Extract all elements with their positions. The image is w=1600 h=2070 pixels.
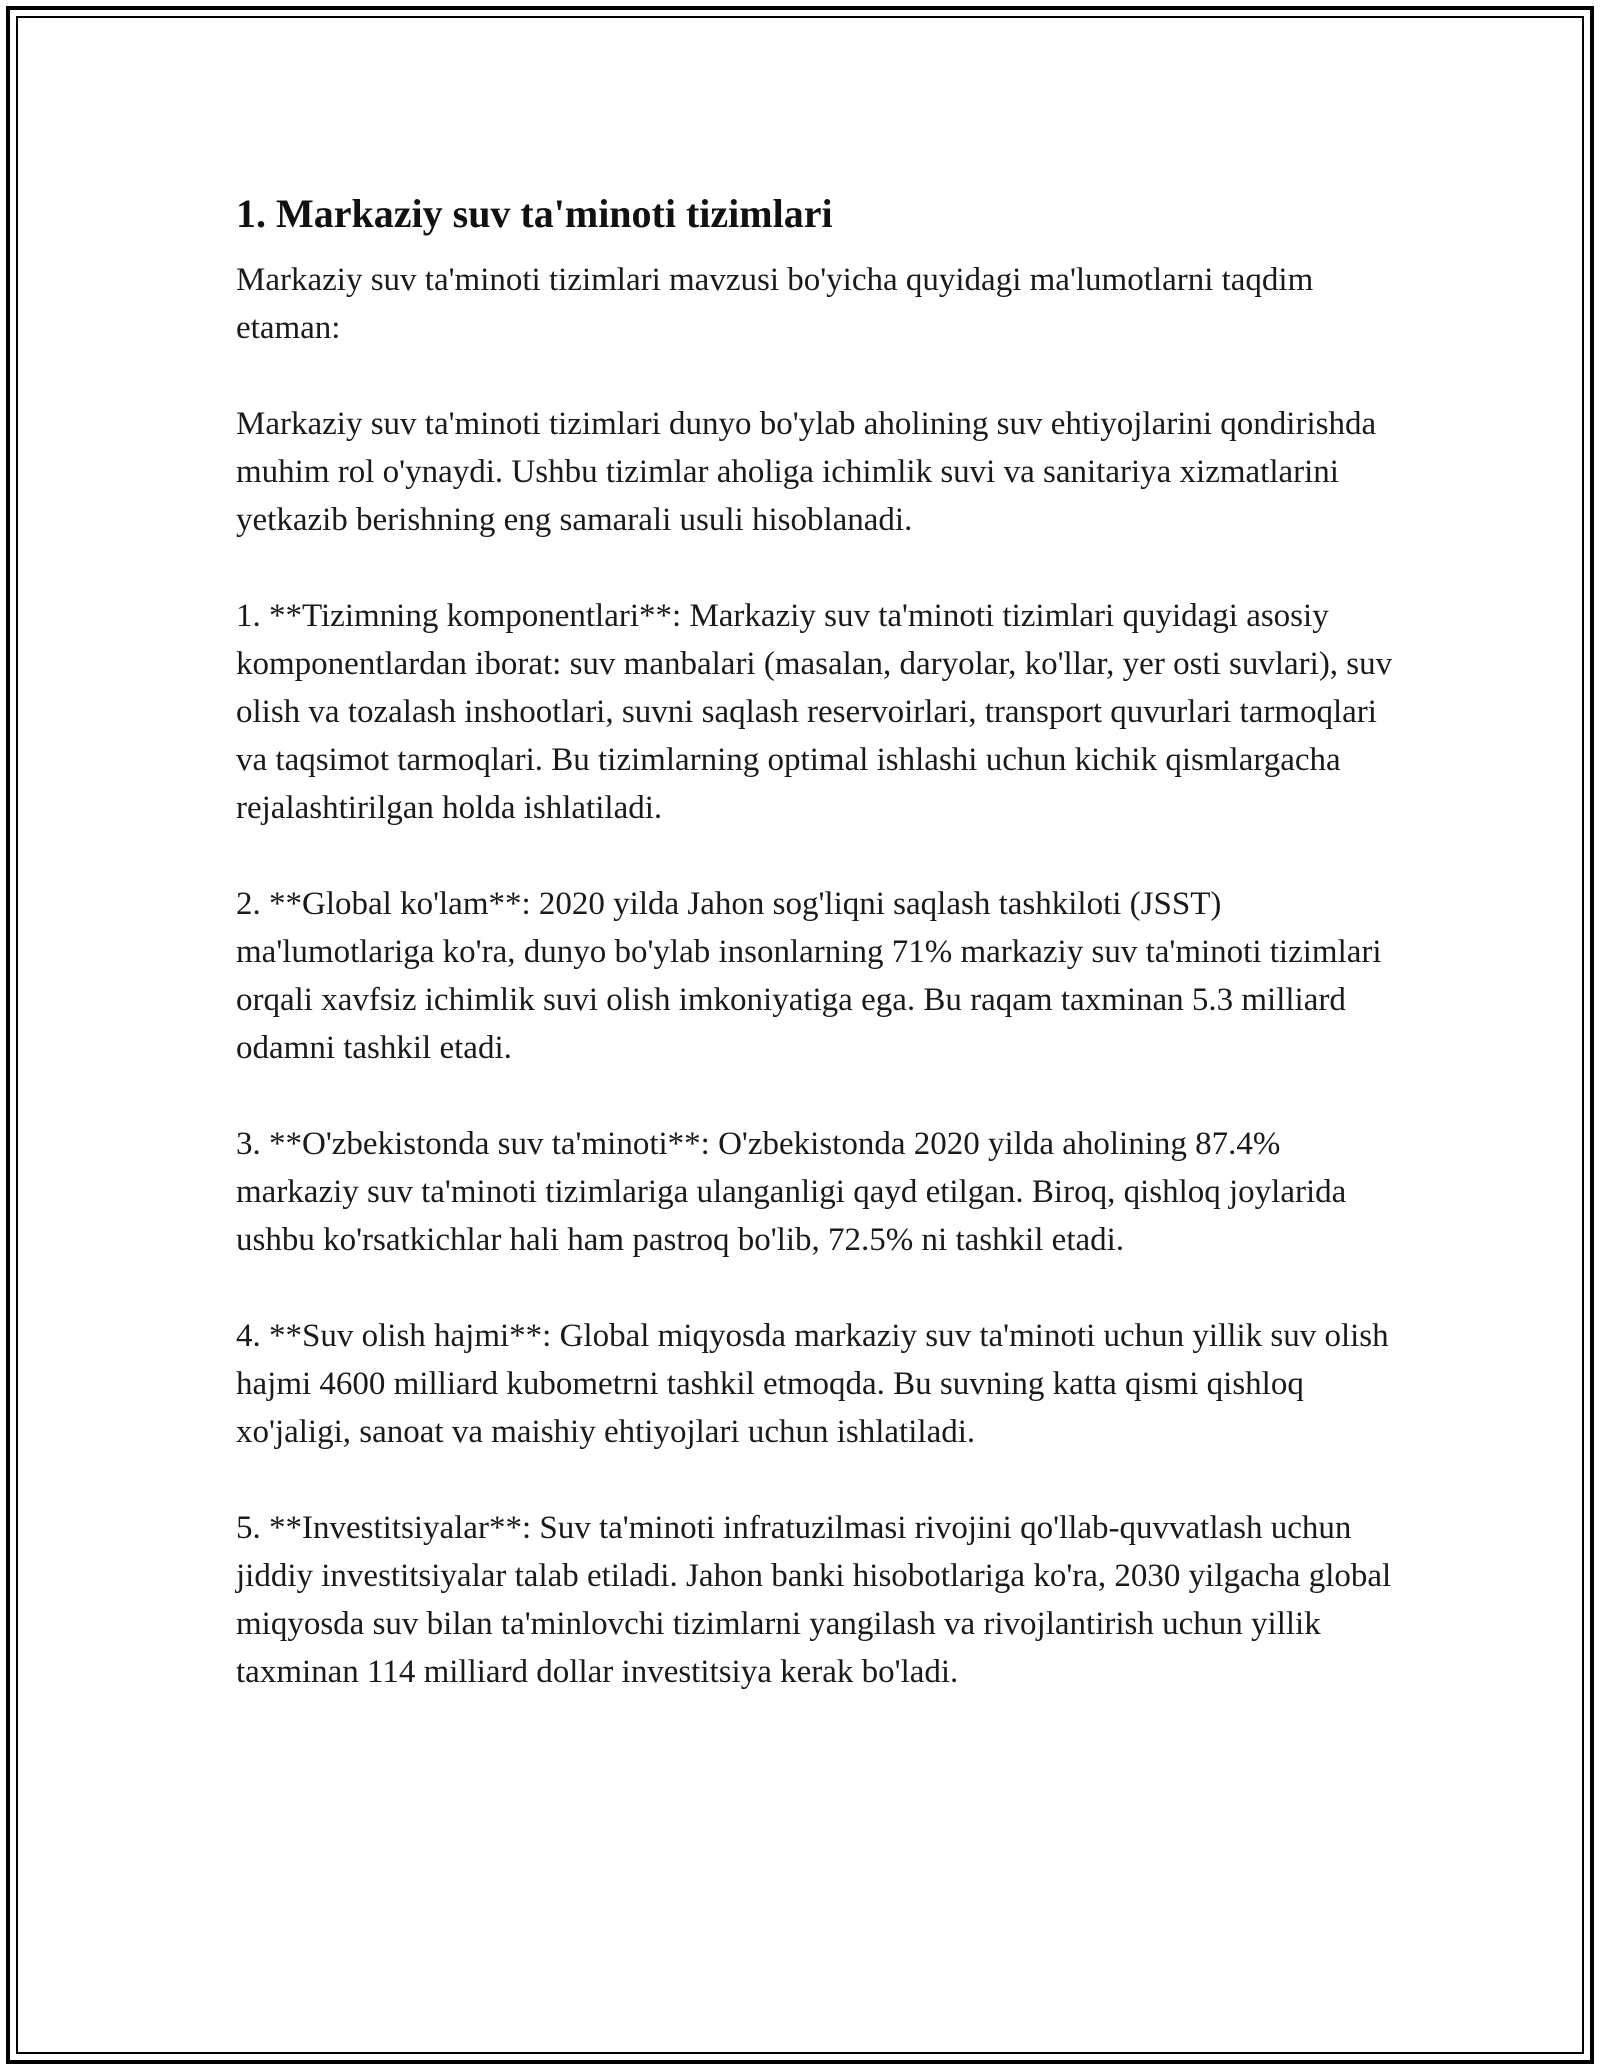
- list-item-investments: 5. **Investitsiyalar**: Suv ta'minoti infratuzilmasi rivojini qo'llab-quvvatlash uchun jiddiy investitsiyalar talab etiladi. Jahon banki hisobotlariga ko'ra, 2030 yilgacha global miqyosda suv bilan ta'minlovchi tizimlarni yangilash va rivojlantirish uchun yillik taxminan 114 milliard dollar investitsiya kerak bo'ladi.: [236, 1510, 1392, 1690]
- list-item-withdrawal-volume: 4. **Suv olish hajmi**: Global miqyosda markaziy suv ta'minoti uchun yillik suv olish hajmi 4600 milliard kubometrni tashkil etmoqda. Bu suvning katta qismi qishloq xo'jaligi, sanoat va maishiy ehtiyojlari uchun ishlatiladi.: [236, 1318, 1389, 1450]
- intro-paragraph: Markaziy suv ta'minoti tizimlari mavzusi bo'yicha quyidagi ma'lumotlarni taqdim etaman:: [236, 262, 1314, 346]
- list-item-global-scale: 2. **Global ko'lam**: 2020 yilda Jahon sog'liqni saqlash tashkiloti (JSST) ma'lumotlariga ko'ra, dunyo bo'ylab insonlarning 71% markaziy suv ta'minoti tizimlari orqali xavfsiz ichimlik suvi olish imkoniyatiga ega. Bu raqam taxminan 5.3 milliard odamni tashkil etadi.: [236, 886, 1382, 1066]
- list-item-uzbekistan: 3. **O'zbekistonda suv ta'minoti**: O'zbekistonda 2020 yilda aholining 87.4% markaziy suv ta'minoti tizimlariga ulanganligi qayd etilgan. Biroq, qishloq joylarida ushbu ko'rsatkichlar hali ham pastroq bo'lib, 72.5% ni tashkil etadi.: [236, 1126, 1347, 1258]
- document-body: [236, 186, 1406, 1696]
- overview-paragraph: Markaziy suv ta'minoti tizimlari dunyo bo'ylab aholining suv ehtiyojlarini qondirishda muhim rol o'ynaydi. Ushbu tizimlar aholiga ichimlik suvi va sanitariya xizmatlarini yetkazib berishning eng samarali usuli hisoblanadi.: [236, 406, 1377, 538]
- document-title: 1. Markaziy suv ta'minoti tizimlari: [236, 191, 833, 236]
- list-item-components: 1. **Tizimning komponentlari**: Markaziy suv ta'minoti tizimlari quyidagi asosiy komponentlardan iborat: suv manbalari (masalan, daryolar, ko'llar, yer osti suvlari), suv olish va tozalash inshootlari, suvni saqlash reservoirlari, transport quvurlari tarmoqlari va taqsimot tarmoqlari. Bu tizimlarning optimal ishlashi uchun kichik qismlargacha rejalashtirilgan holda ishlatiladi.: [236, 598, 1393, 826]
